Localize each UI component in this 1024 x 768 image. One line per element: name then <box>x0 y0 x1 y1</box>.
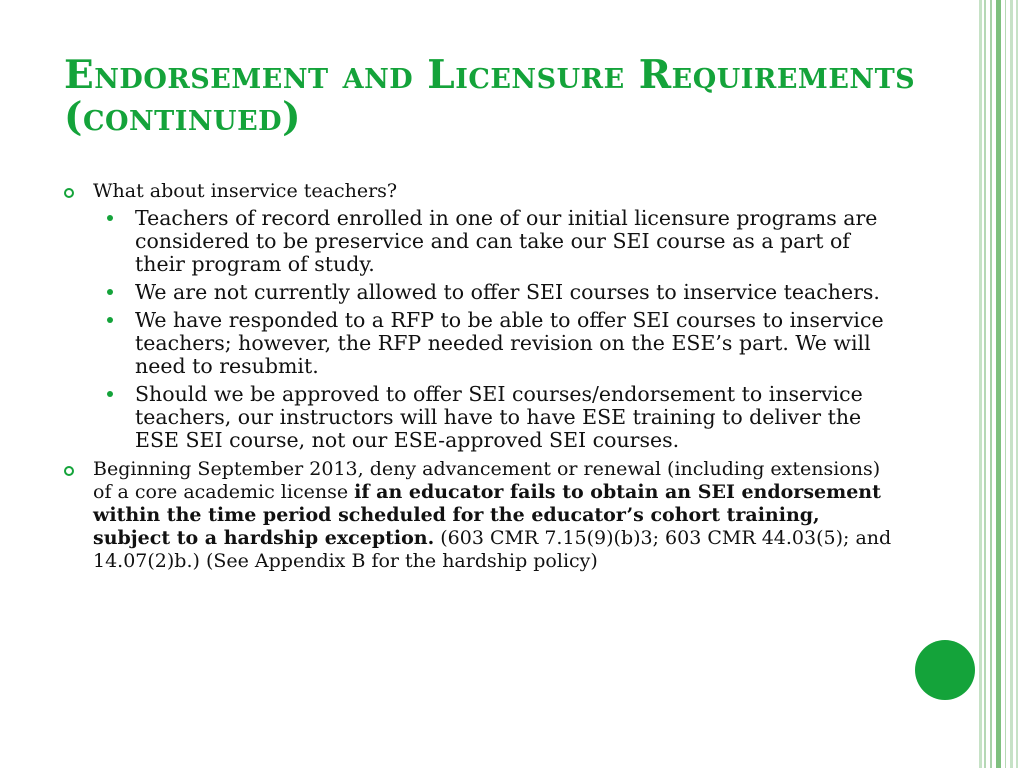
decorative-stripe <box>1010 0 1013 768</box>
decorative-stripe <box>1005 0 1006 768</box>
dot-bullet-icon <box>107 391 113 397</box>
slide-title: Endorsement and Licensure Requirements (continued) <box>64 52 916 140</box>
bullet-text: What about inservice teachers? <box>93 180 398 202</box>
sub-bullet-text: We have responded to a RFP to be able to offer SEI courses to inservice teachers; however, the RFP needed revision on the ESE’s part. We will need to resubmit. <box>135 308 884 378</box>
dot-bullet-icon <box>107 317 113 323</box>
ring-bullet-icon <box>64 466 74 476</box>
bullet-sei-deadline <box>64 458 894 573</box>
decorative-circle <box>915 640 975 700</box>
decorative-stripe <box>984 0 986 768</box>
decorative-stripe <box>996 0 1001 768</box>
decorative-stripe <box>979 0 982 768</box>
bullet-text-bold: if an educator fails to obtain an SEI endorsement within the time period scheduled for the educator’s cohort training, subject to a hardship exception. <box>93 481 881 549</box>
decorative-stripe <box>1016 0 1018 768</box>
sub-bullet-list <box>93 207 894 452</box>
sub-bullet-text: Should we be approved to offer SEI courses/endorsement to inservice teachers, our instructors will have to have ESE training to deliver the ESE SEI course, not our ESE-approved SEI courses. <box>135 382 863 452</box>
ring-bullet-icon <box>64 188 74 198</box>
dot-bullet-icon <box>107 215 113 221</box>
sub-bullet-item <box>93 309 894 378</box>
dot-bullet-icon <box>107 289 113 295</box>
bullet-text-citation: (603 CMR 7.15(9)(b)3; 603 CMR 44.03(5); and 14.07(2)b.) (See Appendix B for the hardship policy) <box>93 527 892 572</box>
sub-bullet-item <box>93 383 894 452</box>
sub-bullet-item <box>93 281 894 304</box>
bullet-inservice-teachers <box>64 180 894 452</box>
decorative-stripe <box>990 0 992 768</box>
bullet-text-regular: Beginning September 2013, deny advancement or renewal (including extensions) of a core academic license <box>93 458 881 503</box>
sub-bullet-text: Teachers of record enrolled in one of our initial licensure programs are considered to be preservice and can take our SEI course as a part of their program of study. <box>135 206 878 276</box>
sub-bullet-text: We are not currently allowed to offer SEI courses to inservice teachers. <box>135 280 880 304</box>
slide-content <box>64 180 894 573</box>
sub-bullet-item <box>93 207 894 276</box>
